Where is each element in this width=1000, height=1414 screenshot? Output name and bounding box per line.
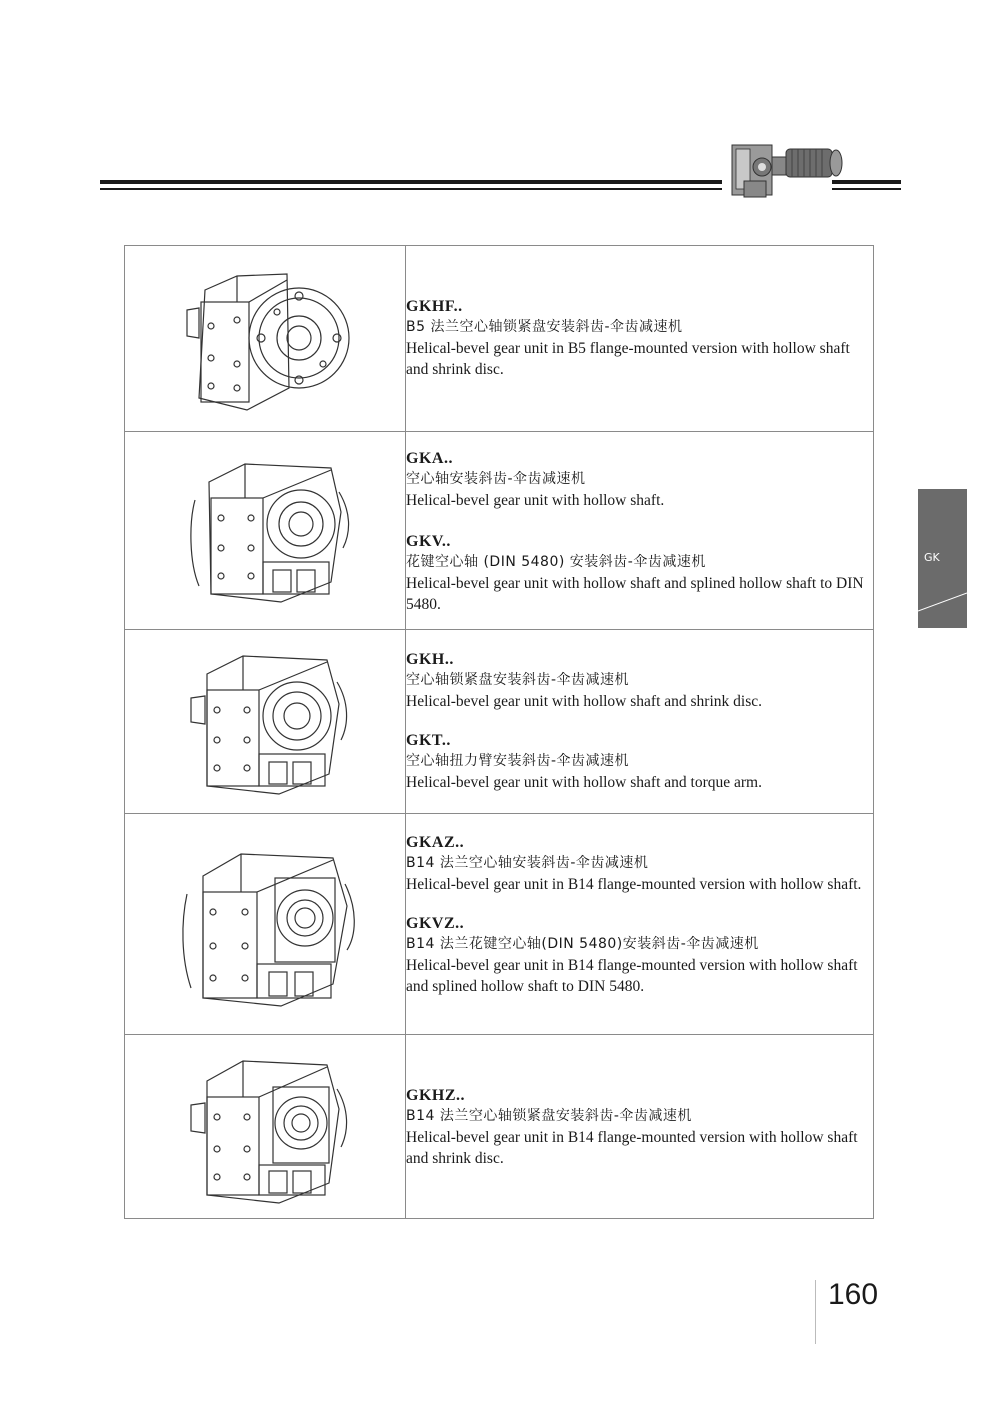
model-code: GKHZ.. [406,1087,466,1104]
gear-unit-gkh-drawing [177,646,357,802]
header-rule-thin-left [100,188,722,190]
description-en: Helical-bevel gear unit in B5 flange-mounted version with hollow shaft and shrink disc. [406,340,850,378]
gear-unit-illustration-cell [125,1035,406,1219]
description-zh: 空心轴锁紧盘安装斜齿-伞齿减速机 [406,672,630,688]
description-zh: 空心轴扭力臂安装斜齿-伞齿减速机 [406,753,630,769]
gear-unit-illustration-cell [125,814,406,1035]
description-en: Helical-bevel gear unit with hollow shaft. [406,492,665,509]
product-row [125,432,874,630]
model-code: GKAZ.. [406,834,465,851]
product-row [125,814,874,1035]
description-zh: B14 法兰空心轴锁紧盘安装斜齿-伞齿减速机 [406,1108,692,1124]
description-zh: 空心轴安装斜齿-伞齿减速机 [406,471,586,487]
gear-unit-illustration-cell [125,630,406,814]
product-description-cell [406,1035,874,1219]
product-table [124,245,874,1219]
model-code: GKHF.. [406,298,463,315]
section-tab-label: GK [924,551,940,564]
product-row [125,1035,874,1219]
model-code: GKT.. [406,732,451,749]
model-code: GKV.. [406,533,451,550]
model-code: GKA.. [406,450,453,467]
product-description-cell [406,432,874,630]
product-entry [406,650,873,712]
product-description-cell [406,246,874,432]
product-description-cell [406,630,874,814]
product-entry [406,1086,873,1169]
description-zh: B14 法兰空心轴安装斜齿-伞齿减速机 [406,855,649,871]
description-en: Helical-bevel gear unit with hollow shaft and torque arm. [406,774,762,791]
description-en: Helical-bevel gear unit in B14 flange-mounted version with hollow shaft and shrink disc. [406,1129,858,1167]
gear-unit-gka-drawing [181,452,357,610]
model-code: GKH.. [406,651,454,668]
product-entry [406,532,873,615]
description-en: Helical-bevel gear unit in B14 flange-mounted version with hollow shaft and splined hollow shaft to DIN 5480. [406,957,858,995]
gear-motor-icon [728,137,848,199]
gear-unit-illustration-cell [125,246,406,432]
description-zh: 花键空心轴 (DIN 5480) 安装斜齿-伞齿减速机 [406,554,706,570]
product-row [125,246,874,432]
description-en: Helical-bevel gear unit with hollow shaft and splined hollow shaft to DIN 5480. [406,575,864,613]
product-entry [406,833,873,895]
description-zh: B5 法兰空心轴锁紧盘安装斜齿-伞齿减速机 [406,319,683,335]
product-entry [406,297,873,380]
description-zh: B14 法兰花键空心轴(DIN 5480)安装斜齿-伞齿减速机 [406,936,759,952]
gear-unit-gkaz-drawing [177,838,361,1014]
section-tab [918,489,967,628]
gear-unit-gkhf-drawing [177,268,357,413]
gear-unit-gkhz-drawing [177,1051,357,1209]
product-row [125,630,874,814]
product-entry [406,914,873,997]
gear-unit-illustration-cell [125,432,406,630]
header-rule-thick-left [100,180,722,184]
description-en: Helical-bevel gear unit in B14 flange-mounted version with hollow shaft. [406,876,862,893]
page-number-divider [815,1280,816,1344]
product-description-cell [406,814,874,1035]
description-en: Helical-bevel gear unit with hollow shaft and shrink disc. [406,693,762,710]
section-tab-stripe [918,489,967,628]
page-number: 160 [828,1278,879,1311]
product-entry [406,449,873,511]
model-code: GKVZ.. [406,915,465,932]
product-entry [406,731,873,793]
